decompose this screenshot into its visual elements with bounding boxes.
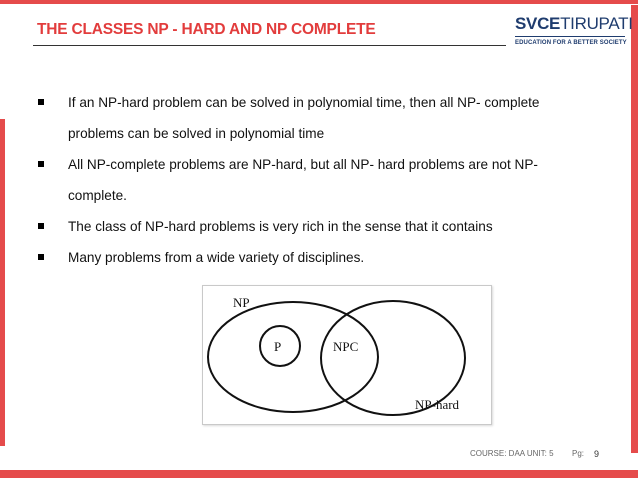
logo-brand-regular: TIRUPATI	[560, 14, 633, 33]
logo-brand	[515, 14, 633, 34]
bullet-text-line: complete.	[68, 188, 127, 203]
top-accent-bar	[0, 0, 638, 4]
venn-diagram	[202, 285, 492, 425]
square-bullet-icon	[38, 99, 44, 105]
bullet-item	[38, 149, 583, 211]
left-accent-bar	[0, 119, 5, 446]
footer-course-info: COURSE: DAA UNIT: 5	[470, 449, 554, 458]
bullet-item	[38, 87, 583, 149]
bullet-list	[38, 87, 583, 273]
venn-diagram-canvas	[203, 286, 491, 424]
slide-title: THE CLASSES NP - HARD AND NP COMPLETE	[37, 21, 376, 38]
p-label: P	[274, 339, 282, 354]
bullet-item	[38, 211, 583, 242]
bullet-text-line: If an NP-hard problem can be solved in polynomial time, then all NP- complete	[68, 95, 540, 110]
square-bullet-icon	[38, 161, 44, 167]
np-label: NP	[233, 295, 250, 310]
bullet-item	[38, 242, 583, 273]
logo-tagline: EDUCATION FOR A BETTER SOCIETY	[515, 40, 627, 46]
right-accent-bar	[631, 5, 638, 453]
bullet-text-line: problems can be solved in polynomial time	[68, 126, 325, 141]
npc-label: NPC	[333, 339, 359, 354]
footer-page-number: 9	[594, 449, 600, 459]
square-bullet-icon	[38, 223, 44, 229]
bullet-text-line: Many problems from a wide variety of disciplines.	[68, 250, 365, 265]
np-hard-label: NP-hard	[415, 397, 460, 412]
bullet-text-line: The class of NP-hard problems is very rich in the sense that it contains	[68, 219, 493, 234]
square-bullet-icon	[38, 254, 44, 260]
logo-brand-bold: SVCE	[515, 14, 561, 33]
bottom-accent-bar	[0, 470, 638, 478]
title-underline	[33, 45, 506, 46]
footer-page-label: Pg:	[572, 449, 585, 458]
logo-divider	[515, 36, 625, 37]
bullet-text-line: All NP-complete problems are NP-hard, but all NP- hard problems are not NP-	[68, 157, 538, 172]
np-ellipse	[208, 302, 378, 412]
institution-logo	[515, 14, 633, 46]
